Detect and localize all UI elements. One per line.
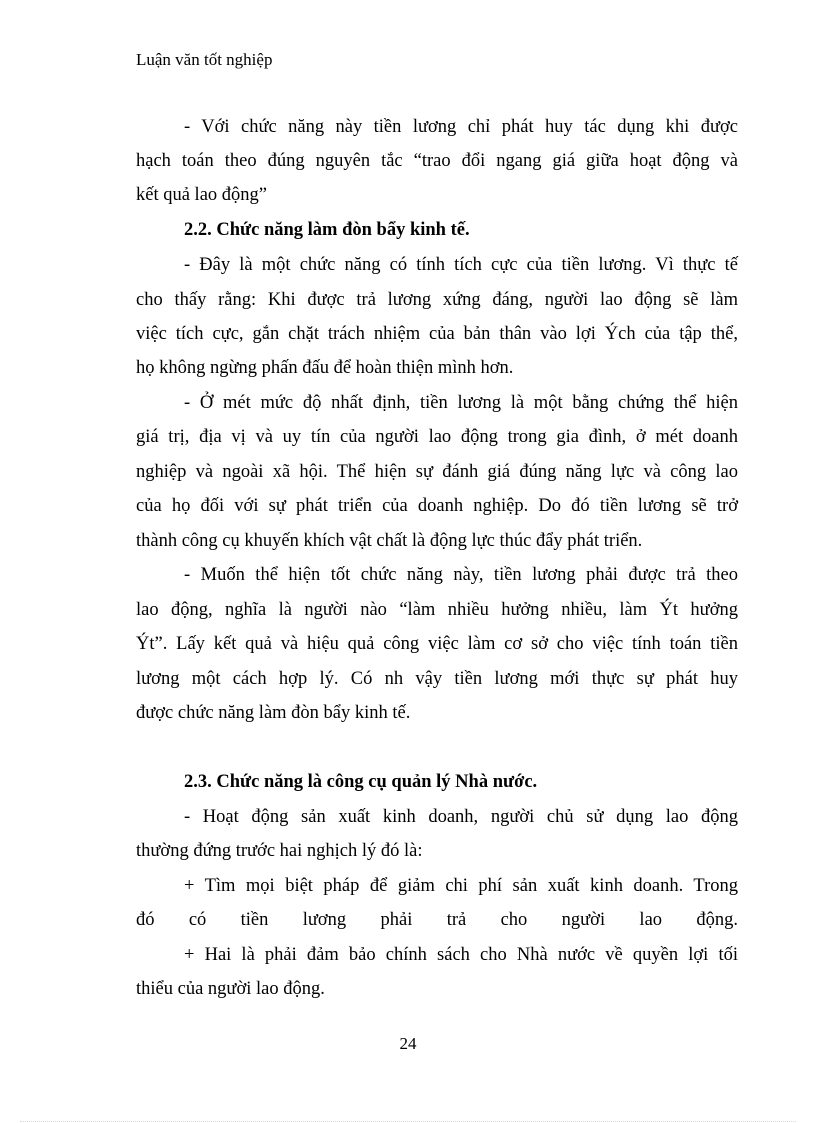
- running-header: Luận văn tốt nghiệp: [136, 50, 273, 69]
- paragraph-line: Ýt”. Lấy kết quả và hiệu quả công việc làm cơ sở cho việc tính toán tiền: [136, 634, 738, 654]
- paragraph-line: hạch toán theo đúng nguyên tắc “trao đổi ngang giá giữa hoạt động và: [136, 151, 738, 171]
- paragraph-line: - Ở mét mức độ nhất định, tiền lương là một bằng chứng thể hiện: [184, 393, 738, 413]
- section-heading: 2.2. Chức năng làm đòn bẩy kinh tế.: [184, 220, 470, 240]
- paragraph-line: - Đây là một chức năng có tính tích cực của tiền lương. Vì thực tế: [184, 255, 738, 275]
- paragraph-line: giá trị, địa vị và uy tín của người lao động trong gia đình, ở mét doanh: [136, 427, 738, 447]
- paragraph-line: thiểu của người lao động.: [136, 979, 325, 999]
- paragraph-line: việc tích cực, gắn chặt trách nhiệm của bản thân vào lợi Ých của tập thể,: [136, 324, 738, 344]
- paragraph-line: đó có tiền lương phải trả cho người lao động.: [136, 910, 738, 930]
- paragraph-line: thành công cụ khuyến khích vật chất là động lực thúc đẩy phát triển.: [136, 531, 643, 551]
- paragraph-line: thường đứng trước hai nghịch lý đó là:: [136, 841, 423, 861]
- page-number: 24: [399, 1034, 417, 1053]
- paragraph-line: lương một cách hợp lý. Có nh vậy tiền lương mới thực sự phát huy: [136, 669, 738, 689]
- paragraph-line: - Với chức năng này tiền lương chỉ phát huy tác dụng khi được: [184, 117, 738, 137]
- paragraph-line: - Muốn thể hiện tốt chức năng này, tiền lương phải được trả theo: [184, 565, 738, 585]
- paragraph-line: + Tìm mọi biệt pháp để giảm chi phí sản xuất kinh doanh. Trong: [184, 876, 738, 896]
- paragraph-line: cho thấy rằng: Khi được trả lương xứng đáng, người lao động sẽ làm: [136, 290, 738, 310]
- page-bottom-rule: [20, 1121, 796, 1122]
- section-heading: 2.3. Chức năng là công cụ quản lý Nhà nước.: [184, 772, 538, 792]
- paragraph-line: lao động, nghĩa là người nào “làm nhiều hưởng nhiều, làm Ýt hưởng: [136, 600, 738, 620]
- paragraph-line: của họ đối với sự phát triển của doanh nghiệp. Do đó tiền lương sẽ trở: [136, 496, 738, 516]
- paragraph-line: kết quả lao động”: [136, 185, 267, 205]
- paragraph-line: nghiệp và ngoài xã hội. Thể hiện sự đánh giá đúng năng lực và công lao: [136, 462, 738, 482]
- paragraph-line: được chức năng làm đòn bẩy kinh tế.: [136, 703, 411, 723]
- paragraph-line: + Hai là phải đảm bảo chính sách cho Nhà nước về quyền lợi tối: [184, 945, 738, 965]
- paragraph-line: họ không ngừng phấn đấu để hoàn thiện mình hơn.: [136, 358, 514, 378]
- paragraph-line: - Hoạt động sản xuất kinh doanh, người chủ sử dụng lao động: [184, 807, 738, 827]
